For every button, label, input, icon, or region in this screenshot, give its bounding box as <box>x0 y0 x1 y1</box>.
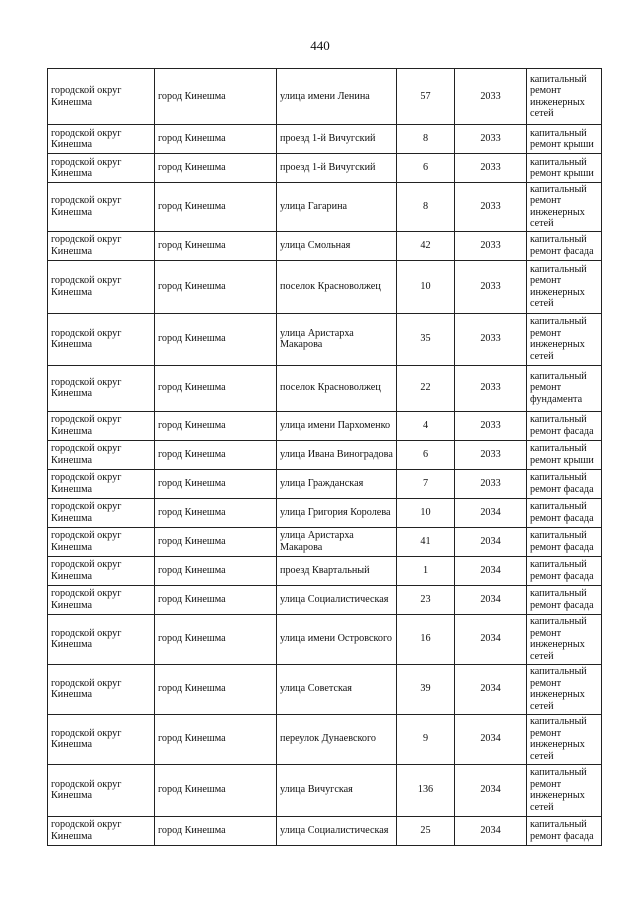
house-number-cell: 10 <box>397 260 455 313</box>
municipality-cell: городской округ Кинешма <box>48 260 155 313</box>
table-row <box>48 260 602 313</box>
year-cell: 2033 <box>455 154 527 183</box>
year-cell: 2034 <box>455 614 527 664</box>
locality-cell: город Кинешма <box>155 125 277 154</box>
municipality-cell: городской округ Кинешма <box>48 440 155 469</box>
house-number-cell: 4 <box>397 411 455 440</box>
table-row <box>48 411 602 440</box>
street-cell: улица имени Островского <box>277 614 397 664</box>
table-row <box>48 714 602 764</box>
house-number-cell: 6 <box>397 154 455 183</box>
year-cell: 2034 <box>455 714 527 764</box>
locality-cell: город Кинешма <box>155 365 277 411</box>
street-cell: улица Социалистическая <box>277 816 397 845</box>
municipality-cell: городской округ Кинешма <box>48 556 155 585</box>
year-cell: 2033 <box>455 411 527 440</box>
year-cell: 2033 <box>455 313 527 365</box>
work-type-cell: капитальный ремонт крыши <box>527 125 602 154</box>
street-cell: улица имени Ленина <box>277 69 397 125</box>
table-row <box>48 585 602 614</box>
municipality-cell: городской округ Кинешма <box>48 614 155 664</box>
municipality-cell: городской округ Кинешма <box>48 816 155 845</box>
locality-cell: город Кинешма <box>155 527 277 556</box>
page-number: 440 <box>310 38 330 53</box>
work-type-cell: капитальный ремонт инженерных сетей <box>527 714 602 764</box>
house-number-cell: 57 <box>397 69 455 125</box>
table-row <box>48 664 602 714</box>
municipality-cell: городской округ Кинешма <box>48 69 155 125</box>
municipality-cell: городской округ Кинешма <box>48 365 155 411</box>
locality-cell: город Кинешма <box>155 69 277 125</box>
locality-cell: город Кинешма <box>155 183 277 232</box>
work-type-cell: капитальный ремонт фасада <box>527 556 602 585</box>
year-cell: 2034 <box>455 527 527 556</box>
work-type-cell: капитальный ремонт инженерных сетей <box>527 183 602 232</box>
house-number-cell: 41 <box>397 527 455 556</box>
work-type-cell: капитальный ремонт фасада <box>527 231 602 260</box>
municipality-cell: городской округ Кинешма <box>48 313 155 365</box>
street-cell: поселок Красноволжец <box>277 365 397 411</box>
house-number-cell: 22 <box>397 365 455 411</box>
table-row <box>48 69 602 125</box>
municipality-cell: городской округ Кинешма <box>48 183 155 232</box>
year-cell: 2033 <box>455 125 527 154</box>
work-type-cell: капитальный ремонт фундамента <box>527 365 602 411</box>
house-number-cell: 23 <box>397 585 455 614</box>
year-cell: 2033 <box>455 183 527 232</box>
municipality-cell: городской округ Кинешма <box>48 125 155 154</box>
house-number-cell: 35 <box>397 313 455 365</box>
work-type-cell: капитальный ремонт инженерных сетей <box>527 313 602 365</box>
locality-cell: город Кинешма <box>155 313 277 365</box>
year-cell: 2034 <box>455 498 527 527</box>
house-number-cell: 8 <box>397 125 455 154</box>
year-cell: 2034 <box>455 585 527 614</box>
locality-cell: город Кинешма <box>155 260 277 313</box>
table-row <box>48 125 602 154</box>
year-cell: 2034 <box>455 664 527 714</box>
municipality-cell: городской округ Кинешма <box>48 411 155 440</box>
municipality-cell: городской округ Кинешма <box>48 527 155 556</box>
street-cell: улица Гагарина <box>277 183 397 232</box>
municipality-cell: городской округ Кинешма <box>48 469 155 498</box>
table-row <box>48 313 602 365</box>
house-number-cell: 10 <box>397 498 455 527</box>
work-type-cell: капитальный ремонт инженерных сетей <box>527 664 602 714</box>
locality-cell: город Кинешма <box>155 411 277 440</box>
locality-cell: город Кинешма <box>155 764 277 816</box>
street-cell: улица имени Пархоменко <box>277 411 397 440</box>
street-cell: улица Ивана Виноградова <box>277 440 397 469</box>
locality-cell: город Кинешма <box>155 498 277 527</box>
house-number-cell: 42 <box>397 231 455 260</box>
municipality-cell: городской округ Кинешма <box>48 764 155 816</box>
table-row <box>48 498 602 527</box>
work-type-cell: капитальный ремонт фасада <box>527 498 602 527</box>
locality-cell: город Кинешма <box>155 664 277 714</box>
street-cell: улица Аристарха Макарова <box>277 527 397 556</box>
table-row <box>48 469 602 498</box>
table-row <box>48 556 602 585</box>
work-type-cell: капитальный ремонт фасада <box>527 411 602 440</box>
municipality-cell: городской округ Кинешма <box>48 498 155 527</box>
year-cell: 2034 <box>455 556 527 585</box>
street-cell: улица Вичугская <box>277 764 397 816</box>
street-cell: улица Советская <box>277 664 397 714</box>
table-row <box>48 183 602 232</box>
table-row <box>48 440 602 469</box>
locality-cell: город Кинешма <box>155 556 277 585</box>
street-cell: проезд 1-й Вичугский <box>277 154 397 183</box>
locality-cell: город Кинешма <box>155 714 277 764</box>
work-type-cell: капитальный ремонт фасада <box>527 527 602 556</box>
work-type-cell: капитальный ремонт фасада <box>527 469 602 498</box>
table-row <box>48 816 602 845</box>
municipality-cell: городской округ Кинешма <box>48 664 155 714</box>
locality-cell: город Кинешма <box>155 585 277 614</box>
table-row <box>48 154 602 183</box>
street-cell: улица Григория Королева <box>277 498 397 527</box>
house-number-cell: 39 <box>397 664 455 714</box>
house-number-cell: 9 <box>397 714 455 764</box>
house-number-cell: 1 <box>397 556 455 585</box>
year-cell: 2033 <box>455 469 527 498</box>
year-cell: 2033 <box>455 69 527 125</box>
work-type-cell: капитальный ремонт инженерных сетей <box>527 614 602 664</box>
street-cell: улица Смольная <box>277 231 397 260</box>
repair-schedule-table <box>47 68 602 846</box>
work-type-cell: капитальный ремонт крыши <box>527 154 602 183</box>
work-type-cell: капитальный ремонт инженерных сетей <box>527 764 602 816</box>
table-row <box>48 764 602 816</box>
street-cell: проезд Квартальный <box>277 556 397 585</box>
municipality-cell: городской округ Кинешма <box>48 154 155 183</box>
year-cell: 2034 <box>455 764 527 816</box>
street-cell: переулок Дунаевского <box>277 714 397 764</box>
work-type-cell: капитальный ремонт инженерных сетей <box>527 69 602 125</box>
locality-cell: город Кинешма <box>155 614 277 664</box>
year-cell: 2033 <box>455 440 527 469</box>
table-row <box>48 365 602 411</box>
work-type-cell: капитальный ремонт крыши <box>527 440 602 469</box>
house-number-cell: 8 <box>397 183 455 232</box>
municipality-cell: городской округ Кинешма <box>48 231 155 260</box>
street-cell: улица Аристарха Макарова <box>277 313 397 365</box>
street-cell: поселок Красноволжец <box>277 260 397 313</box>
house-number-cell: 136 <box>397 764 455 816</box>
year-cell: 2033 <box>455 365 527 411</box>
street-cell: улица Гражданская <box>277 469 397 498</box>
work-type-cell: капитальный ремонт инженерных сетей <box>527 260 602 313</box>
municipality-cell: городской округ Кинешма <box>48 714 155 764</box>
locality-cell: город Кинешма <box>155 154 277 183</box>
year-cell: 2034 <box>455 816 527 845</box>
municipality-cell: городской округ Кинешма <box>48 585 155 614</box>
locality-cell: город Кинешма <box>155 816 277 845</box>
work-type-cell: капитальный ремонт фасада <box>527 816 602 845</box>
table-row <box>48 527 602 556</box>
locality-cell: город Кинешма <box>155 469 277 498</box>
table-row <box>48 614 602 664</box>
year-cell: 2033 <box>455 260 527 313</box>
year-cell: 2033 <box>455 231 527 260</box>
locality-cell: город Кинешма <box>155 231 277 260</box>
work-type-cell: капитальный ремонт фасада <box>527 585 602 614</box>
house-number-cell: 7 <box>397 469 455 498</box>
street-cell: улица Социалистическая <box>277 585 397 614</box>
street-cell: проезд 1-й Вичугский <box>277 125 397 154</box>
locality-cell: город Кинешма <box>155 440 277 469</box>
house-number-cell: 25 <box>397 816 455 845</box>
house-number-cell: 6 <box>397 440 455 469</box>
table-row <box>48 231 602 260</box>
house-number-cell: 16 <box>397 614 455 664</box>
